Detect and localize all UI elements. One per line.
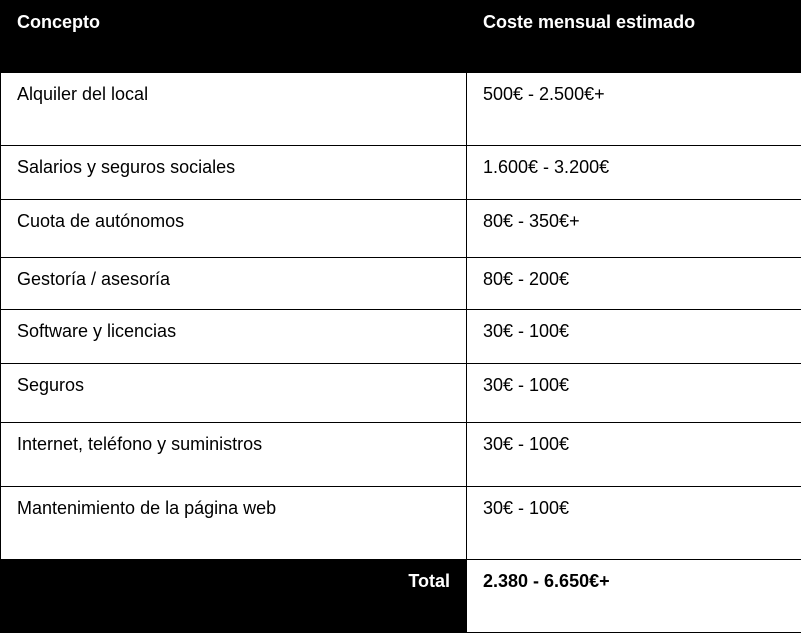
row-cost: 80€ - 200€ [467,258,801,310]
table-footer [1,560,801,633]
table-row [1,258,801,310]
table-row [1,146,801,200]
row-cost: 30€ - 100€ [467,310,801,364]
table-row [1,310,801,364]
header-cost: Coste mensual estimado [467,1,801,73]
table-row [1,487,801,560]
row-concept: Software y licencias [1,310,467,364]
row-concept: Gestoría / asesoría [1,258,467,310]
table-row [1,73,801,146]
row-cost: 500€ - 2.500€+ [467,73,801,146]
row-concept: Internet, teléfono y suministros [1,423,467,487]
header-row [1,1,801,73]
row-concept: Salarios y seguros sociales [1,146,467,200]
total-row [1,560,801,633]
row-concept: Seguros [1,364,467,423]
row-concept: Mantenimiento de la página web [1,487,467,560]
row-cost: 80€ - 350€+ [467,200,801,258]
total-label: Total [1,560,467,633]
table-row [1,200,801,258]
row-cost: 30€ - 100€ [467,423,801,487]
header-concept: Concepto [1,1,467,73]
table-row [1,364,801,423]
row-cost: 30€ - 100€ [467,487,801,560]
total-value: 2.380 - 6.650€+ [467,560,801,633]
table-body [1,73,801,560]
row-concept: Cuota de autónomos [1,200,467,258]
row-cost: 30€ - 100€ [467,364,801,423]
table-row [1,423,801,487]
table-header [1,1,801,73]
row-concept: Alquiler del local [1,73,467,146]
row-cost: 1.600€ - 3.200€ [467,146,801,200]
